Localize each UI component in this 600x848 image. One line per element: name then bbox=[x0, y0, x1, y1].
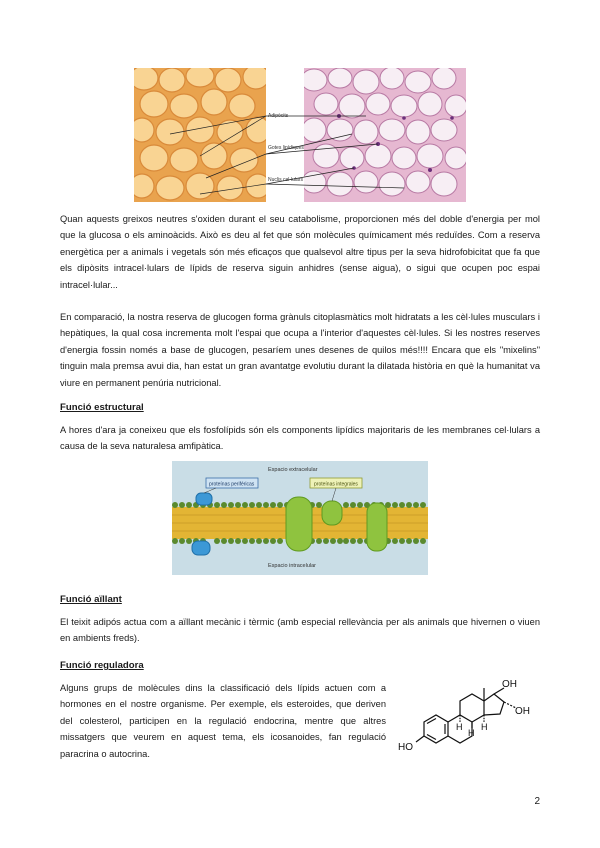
adipocytes-label: Adipòcits bbox=[268, 113, 289, 119]
droplets-label: Gotes lipídiques bbox=[268, 145, 304, 151]
integral-protein-label: proteínas integrales bbox=[314, 481, 358, 488]
oh-top-label: OH bbox=[502, 679, 517, 690]
h-label-3: H bbox=[481, 722, 488, 732]
paragraph-energy-reserve: Quan aquests greixos neutres s'oxiden durant el seu catabolisme, proporcionen més del doble d'energia per mol que la glucosa o els aminoàcids. Això es deu al fet que són molècules químicament més reduïdes. Com a reserva energètica per a animals i vegetals són més eficaços que qualsevol altre tipus per la seva hidrofobicitat que fa que els dipòsits intracel·lulars de lípids de reserva siguin anhidres (sense aigua), o sigui que ocupen poc espai intracel·lular... bbox=[60, 214, 540, 290]
adipose-tissue-figure bbox=[134, 68, 466, 202]
oh-right-label: OH bbox=[515, 706, 530, 717]
paragraph-phospholipids: A hores d'ara ja coneixeu que els fosfolípids són els components lipídics majoritaris de les membranes cel·lulars a causa de la seva naturalesa amfipàtica. bbox=[60, 425, 540, 452]
page-number: 2 bbox=[534, 796, 540, 807]
integral-protein-small bbox=[322, 501, 342, 525]
heading-insulating-function: Funció aïllant bbox=[60, 594, 122, 605]
peripheral-protein-top bbox=[196, 493, 212, 505]
peripheral-protein-label: proteínas periféricas bbox=[209, 481, 255, 488]
h-label-2: H bbox=[468, 728, 475, 738]
steroid-molecule-figure bbox=[396, 672, 546, 762]
membrane-top-label: Espacio extracelular bbox=[268, 467, 318, 473]
h-label-1: H bbox=[456, 722, 463, 732]
membrane-bottom-label: Espacio intracelular bbox=[268, 563, 316, 569]
heading-regulatory-function: Funció reguladora bbox=[60, 660, 144, 671]
peripheral-protein-bottom bbox=[192, 541, 210, 555]
integral-protein-right bbox=[367, 503, 387, 551]
paragraph-hormones: Alguns grups de molècules dins la classificació dels lípids actuen com a hormones en el nostre organisme. Per exemple, els esteroides, que deriven del colesterol, participen en la regulació endocrina, mentre que altres missatgers que veurem en aquest tema, els icosanoides, fan regulació paracrina o autocrina. bbox=[60, 683, 386, 759]
cell-membrane-illustration bbox=[172, 461, 428, 575]
steroid-structure bbox=[396, 672, 546, 762]
paragraph-glycogen-comparison: En comparació, la nostra reserva de glucogen forma grànuls citoplasmàtics molt hidratats a les cèl·lules musculars i hepàtiques, la qual cosa incrementa molt l'espai que ocupa a l'interior d'aquestes cèl·lules. Si les nostres reserves d'energia fossin només a base de glucogen, pesaríem unes desenes de quilos més!!!! Encara que els "mixelins" tinguin mala premsa avui dia, han estat un gran avantatge evolutiu durant la dilatada història en què la humanitat va viure en permanent penúria nutricional. bbox=[60, 312, 540, 388]
paragraph-adipose-insulation: El teixit adipós actua com a aïllant mecànic i tèrmic (amb especial rellevància per als animals que hivernen o viuen en ambients freds). bbox=[60, 617, 540, 644]
ho-label: HO bbox=[398, 742, 413, 753]
nuclei-label: Nuclis cel·lulars bbox=[268, 177, 304, 183]
heading-structural-function: Funció estructural bbox=[60, 402, 144, 413]
cell-membrane-figure bbox=[172, 461, 428, 575]
integral-protein-large bbox=[286, 497, 312, 551]
